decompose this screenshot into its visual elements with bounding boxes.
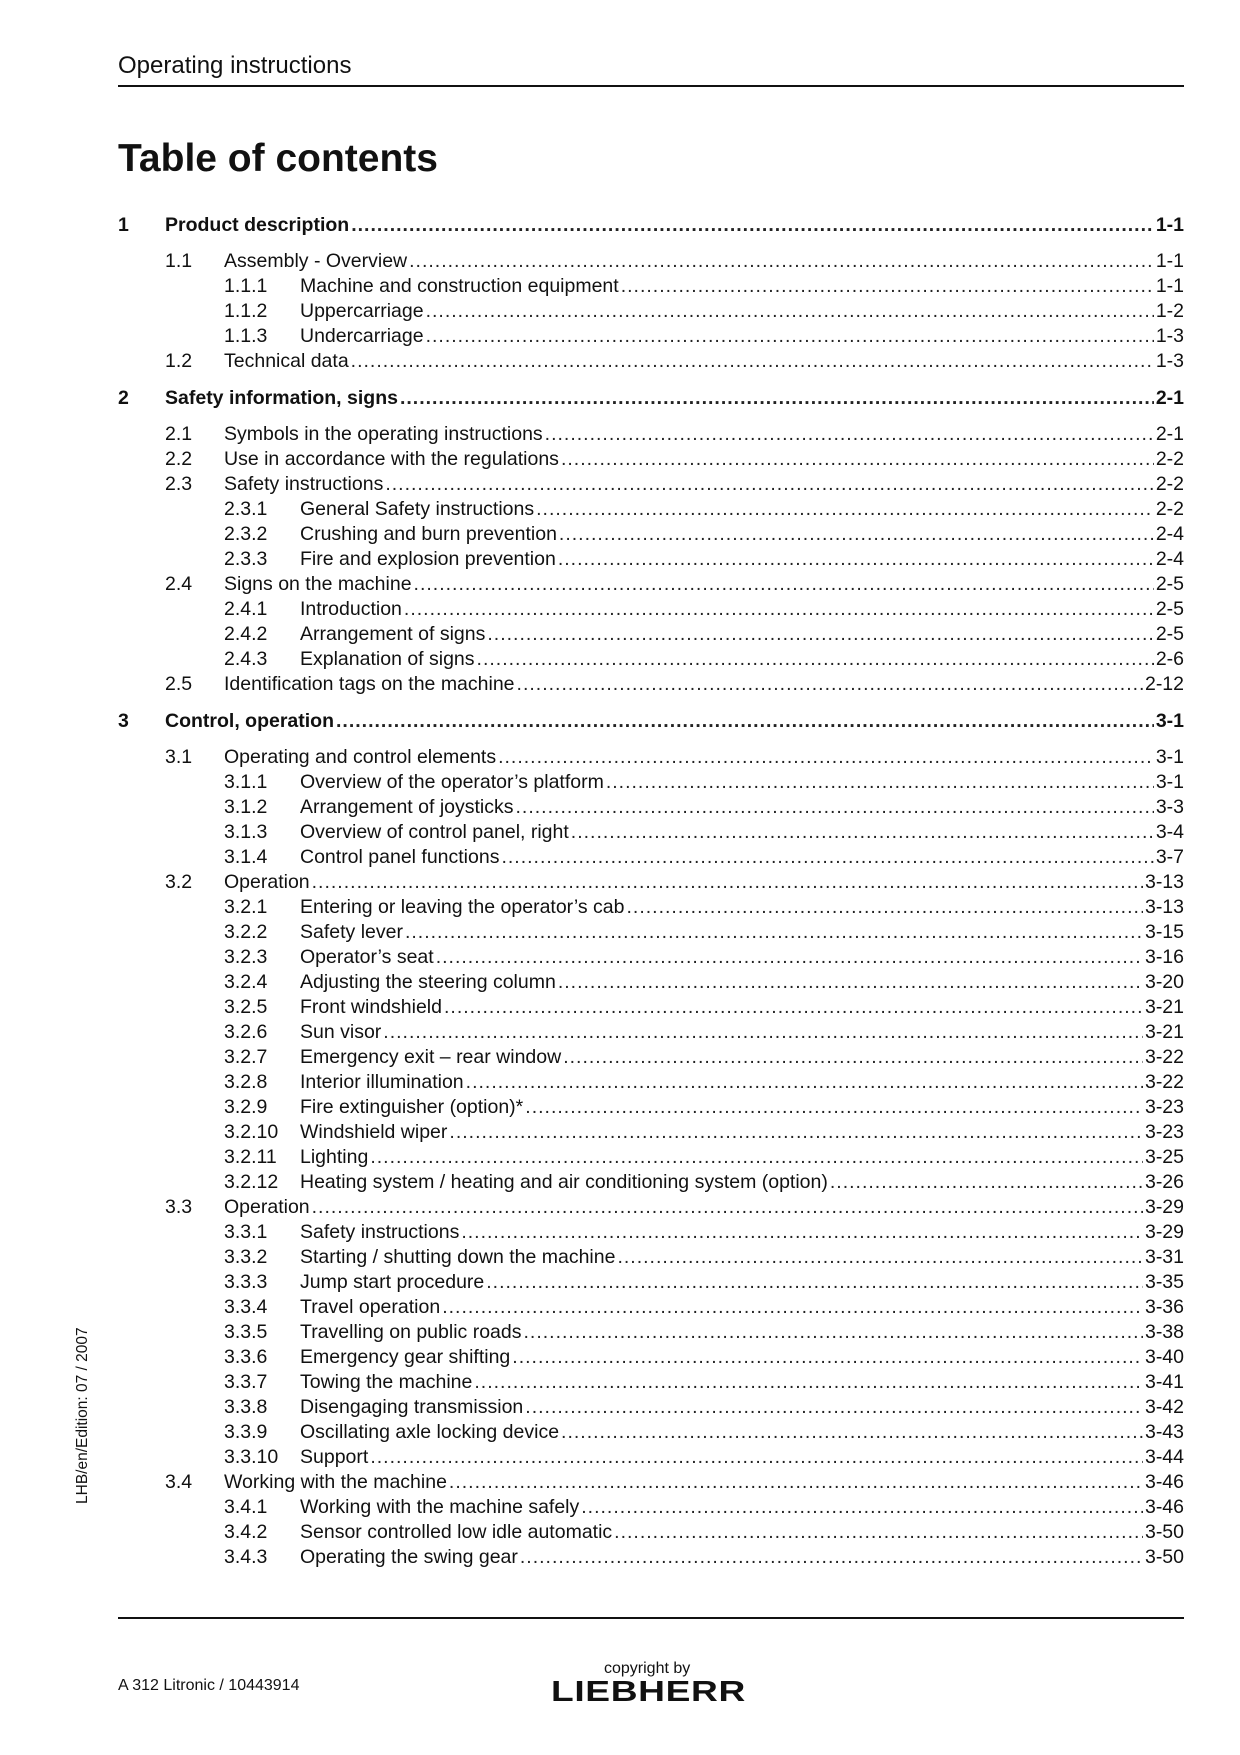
toc-entry-page: 1-1 bbox=[1155, 275, 1184, 297]
toc-dot-leader bbox=[516, 795, 1154, 820]
toc-entry-number: 3.2.5 bbox=[224, 996, 268, 1018]
toc-entry-title: Fire and explosion prevention bbox=[300, 548, 556, 570]
toc-entry-level-3[interactable] bbox=[118, 1170, 1184, 1195]
toc-entry-level-3[interactable] bbox=[118, 845, 1184, 870]
toc-dot-leader bbox=[830, 1170, 1143, 1195]
toc-entry-number: 2.3.2 bbox=[224, 523, 268, 545]
toc-entry-title: Product description bbox=[165, 214, 350, 236]
toc-entry-title: Undercarriage bbox=[300, 325, 424, 347]
toc-entry-title: Emergency exit – rear window bbox=[300, 1046, 562, 1068]
toc-entry-title: Interior illumination bbox=[300, 1071, 464, 1093]
toc-entry-page: 2-2 bbox=[1155, 498, 1184, 520]
toc-dot-leader bbox=[426, 299, 1154, 324]
toc-entry-title: Overview of control panel, right bbox=[300, 821, 569, 843]
toc-entry-title: Symbols in the operating instructions bbox=[224, 423, 543, 445]
toc-entry-number: 1.2 bbox=[165, 350, 193, 372]
toc-entry-page: 3-44 bbox=[1144, 1446, 1184, 1468]
toc-dot-leader bbox=[444, 995, 1143, 1020]
toc-entry-title: Use in accordance with the regulations bbox=[224, 448, 559, 470]
toc-entry-page: 3-1 bbox=[1155, 746, 1184, 768]
toc-entry-number: 3.2.12 bbox=[224, 1171, 279, 1193]
toc-dot-leader bbox=[523, 1320, 1142, 1345]
toc-dot-leader bbox=[498, 745, 1154, 770]
toc-entry-number: 3.4 bbox=[165, 1471, 193, 1493]
toc-dot-leader bbox=[426, 324, 1154, 349]
toc-entry-page: 3-41 bbox=[1144, 1371, 1184, 1393]
toc-dot-leader bbox=[559, 522, 1154, 547]
toc-entry-page: 3-38 bbox=[1144, 1321, 1184, 1343]
toc-entry-level-1[interactable] bbox=[118, 386, 1184, 411]
toc-entry-number: 2.1 bbox=[165, 423, 193, 445]
toc-entry-title: Operator’s seat bbox=[300, 946, 434, 968]
toc-entry-page: 2-5 bbox=[1155, 623, 1184, 645]
toc-entry-title: Travel operation bbox=[300, 1296, 441, 1318]
toc-entry-title: Safety information, signs bbox=[165, 387, 398, 409]
toc-dot-leader bbox=[520, 1545, 1143, 1570]
toc-entry-page: 3-25 bbox=[1144, 1146, 1184, 1168]
toc-entry-level-3[interactable] bbox=[118, 1095, 1184, 1120]
toc-entry-level-3[interactable] bbox=[118, 1245, 1184, 1270]
toc-entry-title: Heating system / heating and air conditioning system (option) bbox=[300, 1171, 828, 1193]
toc-entry-level-3[interactable] bbox=[118, 547, 1184, 572]
toc-entry-level-3[interactable] bbox=[118, 1520, 1184, 1545]
toc-dot-leader bbox=[621, 274, 1154, 299]
toc-dot-leader bbox=[536, 497, 1154, 522]
toc-entry-page: 3-26 bbox=[1144, 1171, 1184, 1193]
toc-entry-number: 2.4 bbox=[165, 573, 193, 595]
toc-entry-number: 3.2.3 bbox=[224, 946, 268, 968]
toc-entry-title: Starting / shutting down the machine bbox=[300, 1246, 616, 1268]
toc-dot-leader bbox=[617, 1245, 1143, 1270]
toc-entry-level-2[interactable] bbox=[118, 349, 1184, 374]
toc-entry-title: Sun visor bbox=[300, 1021, 382, 1043]
toc-entry-level-3[interactable] bbox=[118, 1295, 1184, 1320]
toc-entry-number: 2.4.1 bbox=[224, 598, 268, 620]
toc-entry-title: Safety lever bbox=[300, 921, 403, 943]
toc-entry-level-2[interactable] bbox=[118, 572, 1184, 597]
toc-entry-level-3[interactable] bbox=[118, 1445, 1184, 1470]
toc-entry-number: 3.3.7 bbox=[224, 1371, 268, 1393]
toc-entry-title: Uppercarriage bbox=[300, 300, 424, 322]
toc-entry-level-2[interactable] bbox=[118, 447, 1184, 472]
toc-entry-level-3[interactable] bbox=[118, 1145, 1184, 1170]
toc-entry-level-1[interactable] bbox=[118, 709, 1184, 734]
toc-entry-title: Safety instructions bbox=[300, 1221, 460, 1243]
toc-entry-level-3[interactable] bbox=[118, 522, 1184, 547]
toc-entry-title: Disengaging transmission bbox=[300, 1396, 524, 1418]
toc-entry-page: 1-1 bbox=[1155, 214, 1184, 236]
toc-entry-number: 3.3.9 bbox=[224, 1421, 268, 1443]
toc-dot-leader bbox=[336, 709, 1154, 734]
toc-dot-leader bbox=[449, 1120, 1143, 1145]
toc-entry-title: Emergency gear shifting bbox=[300, 1346, 511, 1368]
toc-entry-number: 2.3 bbox=[165, 473, 193, 495]
toc-entry-number: 3.1.4 bbox=[224, 846, 268, 868]
toc-entry-level-1[interactable] bbox=[118, 213, 1184, 238]
toc-entry-page: 3-29 bbox=[1144, 1221, 1184, 1243]
toc-entry-level-3[interactable] bbox=[118, 1270, 1184, 1295]
toc-dot-leader bbox=[405, 920, 1143, 945]
toc-entry-level-2[interactable] bbox=[118, 672, 1184, 697]
toc-entry-level-3[interactable] bbox=[118, 1545, 1184, 1570]
toc-dot-leader bbox=[561, 447, 1154, 472]
toc-entry-page: 2-1 bbox=[1155, 423, 1184, 445]
toc-entry-page: 3-21 bbox=[1144, 996, 1184, 1018]
toc-entry-page: 2-2 bbox=[1155, 448, 1184, 470]
toc-dot-leader bbox=[351, 213, 1154, 238]
toc-entry-page: 3-7 bbox=[1155, 846, 1184, 868]
toc-entry-number: 3.3.6 bbox=[224, 1346, 268, 1368]
toc-entry-number: 3.3 bbox=[165, 1196, 193, 1218]
toc-entry-number: 3.2.11 bbox=[224, 1146, 277, 1168]
toc-entry-title: Lighting bbox=[300, 1146, 369, 1168]
toc-entry-title: Front windshield bbox=[300, 996, 442, 1018]
toc-entry-level-3[interactable] bbox=[118, 274, 1184, 299]
toc-entry-number: 3.4.3 bbox=[224, 1546, 268, 1568]
toc-entry-number: 3.2.1 bbox=[224, 896, 268, 918]
toc-entry-number: 3.1.3 bbox=[224, 821, 268, 843]
edition-side-label: LHB/en/Edition: 07 / 2007 bbox=[74, 1327, 91, 1504]
toc-entry-title: Crushing and burn prevention bbox=[300, 523, 557, 545]
toc-dot-leader bbox=[626, 895, 1142, 920]
toc-entry-level-2[interactable] bbox=[118, 745, 1184, 770]
copyright-label: copyright by bbox=[604, 1660, 691, 1677]
toc-dot-leader bbox=[517, 672, 1143, 697]
toc-dot-leader bbox=[614, 1520, 1143, 1545]
toc-entry-page: 3-46 bbox=[1144, 1471, 1184, 1493]
toc-entry-page: 3-4 bbox=[1155, 821, 1184, 843]
toc-entry-level-3[interactable] bbox=[118, 1395, 1184, 1420]
toc-entry-level-3[interactable] bbox=[118, 647, 1184, 672]
toc-entry-page: 3-3 bbox=[1155, 796, 1184, 818]
toc-dot-leader bbox=[383, 1020, 1143, 1045]
toc-entry-title: Fire extinguisher (option)* bbox=[300, 1096, 524, 1118]
toc-entry-page: 2-5 bbox=[1155, 573, 1184, 595]
toc-entry-level-3[interactable] bbox=[118, 970, 1184, 995]
toc-entry-number: 3.1 bbox=[165, 746, 193, 768]
toc-entry-level-3[interactable] bbox=[118, 299, 1184, 324]
toc-entry-page: 1-3 bbox=[1155, 350, 1184, 372]
toc-dot-leader bbox=[414, 572, 1154, 597]
toc-dot-leader bbox=[466, 1070, 1143, 1095]
toc-entry-number: 3 bbox=[118, 710, 129, 732]
toc-entry-number: 1.1.1 bbox=[224, 275, 268, 297]
toc-entry-title: Arrangement of signs bbox=[300, 623, 486, 645]
toc-entry-number: 3.3.1 bbox=[224, 1221, 268, 1243]
toc-entry-title: Working with the machine bbox=[224, 1471, 447, 1493]
toc-entry-level-2[interactable] bbox=[118, 472, 1184, 497]
toc-entry-title: Working with the machine safely bbox=[300, 1496, 580, 1518]
toc-dot-leader bbox=[474, 1370, 1143, 1395]
toc-entry-level-2[interactable] bbox=[118, 1470, 1184, 1495]
toc-dot-leader bbox=[581, 1495, 1143, 1520]
toc-entry-title: Operating the swing gear bbox=[300, 1546, 518, 1568]
toc-entry-page: 2-5 bbox=[1155, 598, 1184, 620]
toc-entry-page: 3-36 bbox=[1144, 1296, 1184, 1318]
toc-entry-title: Identification tags on the machine bbox=[224, 673, 515, 695]
toc-entry-title: Technical data bbox=[224, 350, 349, 372]
toc-entry-level-2[interactable] bbox=[118, 249, 1184, 274]
toc-entry-page: 3-40 bbox=[1144, 1346, 1184, 1368]
toc-entry-title: Sensor controlled low idle automatic bbox=[300, 1521, 613, 1543]
toc-entry-page: 3-20 bbox=[1144, 971, 1184, 993]
toc-entry-title: Jump start procedure bbox=[300, 1271, 485, 1293]
toc-entry-title: Introduction bbox=[300, 598, 402, 620]
toc-entry-page: 1-3 bbox=[1155, 325, 1184, 347]
toc-dot-leader bbox=[558, 970, 1143, 995]
toc-entry-title: Adjusting the steering column bbox=[300, 971, 556, 993]
toc-dot-leader bbox=[312, 870, 1143, 895]
toc-dot-leader bbox=[486, 1270, 1143, 1295]
toc-entry-title: Safety instructions bbox=[224, 473, 384, 495]
toc-entry-title: Towing the machine bbox=[300, 1371, 473, 1393]
toc-entry-number: 2.4.3 bbox=[224, 648, 268, 670]
toc-entry-page: 3-50 bbox=[1144, 1521, 1184, 1543]
toc-entry-number: 3.4.1 bbox=[224, 1496, 268, 1518]
toc-dot-leader bbox=[525, 1395, 1143, 1420]
toc-entry-title: Oscillating axle locking device bbox=[300, 1421, 560, 1443]
liebherr-logo-mark bbox=[550, 1678, 747, 1704]
toc-entry-page: 1-1 bbox=[1155, 250, 1184, 272]
toc-entry-title: Operation bbox=[224, 1196, 310, 1218]
toc-dot-leader bbox=[571, 820, 1154, 845]
toc-entry-page: 2-4 bbox=[1155, 523, 1184, 545]
toc-entry-level-3[interactable] bbox=[118, 1495, 1184, 1520]
toc-dot-leader bbox=[487, 622, 1153, 647]
toc-entry-title: Control panel functions bbox=[300, 846, 500, 868]
toc-entry-page: 3-22 bbox=[1144, 1071, 1184, 1093]
toc-dot-leader bbox=[385, 472, 1153, 497]
liebherr-logo bbox=[550, 1678, 747, 1704]
toc-dot-leader bbox=[477, 647, 1154, 672]
toc-entry-number: 3.1.2 bbox=[224, 796, 268, 818]
toc-dot-leader bbox=[563, 1045, 1143, 1070]
toc-dot-leader bbox=[558, 547, 1154, 572]
toc-entry-level-3[interactable] bbox=[118, 945, 1184, 970]
toc-dot-leader bbox=[436, 945, 1143, 970]
toc-dot-leader bbox=[561, 1420, 1143, 1445]
toc-entry-level-3[interactable] bbox=[118, 497, 1184, 522]
document-id: A 312 Litronic / 10443914 bbox=[118, 1677, 300, 1694]
toc-dot-leader bbox=[404, 597, 1154, 622]
toc-entry-page: 3-21 bbox=[1144, 1021, 1184, 1043]
toc-entry-page: 3-42 bbox=[1144, 1396, 1184, 1418]
toc-entry-page: 3-23 bbox=[1144, 1096, 1184, 1118]
toc-entry-number: 3.3.5 bbox=[224, 1321, 268, 1343]
toc-entry-level-3[interactable] bbox=[118, 1020, 1184, 1045]
toc-dot-leader bbox=[545, 422, 1154, 447]
toc-entry-level-3[interactable] bbox=[118, 1320, 1184, 1345]
toc-entry-number: 3.2.2 bbox=[224, 921, 268, 943]
toc-entry-number: 3.4.2 bbox=[224, 1521, 268, 1543]
toc-entry-page: 3-22 bbox=[1144, 1046, 1184, 1068]
header-divider bbox=[118, 85, 1184, 87]
toc-entry-page: 3-50 bbox=[1144, 1546, 1184, 1568]
toc-entry-page: 2-12 bbox=[1144, 673, 1184, 695]
toc-entry-title: Operating and control elements bbox=[224, 746, 497, 768]
toc-entry-title: Support bbox=[300, 1446, 369, 1468]
toc-dot-leader bbox=[400, 386, 1154, 411]
toc-entry-number: 1 bbox=[118, 214, 129, 236]
toc-entry-number: 1.1.3 bbox=[224, 325, 268, 347]
table-of-contents bbox=[118, 213, 1184, 1570]
toc-entry-level-3[interactable] bbox=[118, 324, 1184, 349]
toc-entry-level-3[interactable] bbox=[118, 770, 1184, 795]
toc-entry-page: 2-1 bbox=[1155, 387, 1184, 409]
toc-dot-leader bbox=[312, 1195, 1143, 1220]
toc-entry-level-3[interactable] bbox=[118, 1120, 1184, 1145]
toc-entry-level-3[interactable] bbox=[118, 1420, 1184, 1445]
toc-entry-number: 3.2 bbox=[165, 871, 193, 893]
toc-entry-level-3[interactable] bbox=[118, 597, 1184, 622]
toc-dot-leader bbox=[525, 1095, 1143, 1120]
toc-entry-number: 3.3.4 bbox=[224, 1296, 268, 1318]
toc-entry-page: 3-43 bbox=[1144, 1421, 1184, 1443]
toc-dot-leader bbox=[501, 845, 1153, 870]
toc-entry-level-3[interactable] bbox=[118, 1345, 1184, 1370]
toc-entry-number: 3.2.8 bbox=[224, 1071, 268, 1093]
toc-entry-number: 2 bbox=[118, 387, 129, 409]
toc-entry-title: Operation bbox=[224, 871, 310, 893]
toc-dot-leader bbox=[409, 249, 1154, 274]
toc-dot-leader bbox=[449, 1470, 1143, 1495]
toc-entry-level-3[interactable] bbox=[118, 1045, 1184, 1070]
toc-entry-page: 2-2 bbox=[1155, 473, 1184, 495]
toc-entry-title: Explanation of signs bbox=[300, 648, 475, 670]
toc-entry-page: 3-23 bbox=[1144, 1121, 1184, 1143]
toc-entry-title: Windshield wiper bbox=[300, 1121, 448, 1143]
toc-entry-title: Signs on the machine bbox=[224, 573, 412, 595]
toc-entry-number: 2.4.2 bbox=[224, 623, 268, 645]
document-header-title: Operating instructions bbox=[118, 52, 352, 79]
toc-entry-number: 1.1 bbox=[165, 250, 193, 272]
toc-entry-number: 1.1.2 bbox=[224, 300, 268, 322]
page-title: Table of contents bbox=[118, 137, 438, 180]
toc-entry-level-3[interactable] bbox=[118, 1070, 1184, 1095]
toc-dot-leader bbox=[370, 1445, 1143, 1470]
toc-entry-title: Assembly - Overview bbox=[224, 250, 408, 272]
toc-dot-leader bbox=[370, 1145, 1143, 1170]
toc-entry-level-3[interactable] bbox=[118, 920, 1184, 945]
toc-dot-leader bbox=[461, 1220, 1143, 1245]
toc-entry-title: Entering or leaving the operator’s cab bbox=[300, 896, 625, 918]
toc-entry-number: 3.2.10 bbox=[224, 1121, 279, 1143]
footer-divider bbox=[118, 1617, 1184, 1619]
toc-entry-number: 2.3.1 bbox=[224, 498, 268, 520]
toc-entry-page: 3-29 bbox=[1144, 1196, 1184, 1218]
toc-entry-page: 3-13 bbox=[1144, 871, 1184, 893]
toc-entry-level-3[interactable] bbox=[118, 895, 1184, 920]
toc-entry-page: 3-35 bbox=[1144, 1271, 1184, 1293]
toc-entry-number: 3.3.3 bbox=[224, 1271, 268, 1293]
toc-entry-number: 3.2.7 bbox=[224, 1046, 268, 1068]
toc-entry-page: 3-1 bbox=[1155, 710, 1184, 732]
toc-entry-level-2[interactable] bbox=[118, 870, 1184, 895]
toc-entry-number: 3.3.2 bbox=[224, 1246, 268, 1268]
toc-entry-level-3[interactable] bbox=[118, 1370, 1184, 1395]
toc-entry-level-2[interactable] bbox=[118, 422, 1184, 447]
toc-entry-page: 1-2 bbox=[1155, 300, 1184, 322]
toc-dot-leader bbox=[606, 770, 1154, 795]
toc-entry-page: 3-31 bbox=[1144, 1246, 1184, 1268]
toc-entry-number: 3.2.4 bbox=[224, 971, 268, 993]
toc-entry-page: 3-46 bbox=[1144, 1496, 1184, 1518]
toc-entry-number: 3.3.8 bbox=[224, 1396, 268, 1418]
toc-entry-level-3[interactable] bbox=[118, 622, 1184, 647]
toc-entry-number: 2.2 bbox=[165, 448, 193, 470]
toc-entry-title: Arrangement of joysticks bbox=[300, 796, 514, 818]
toc-entry-title: Machine and construction equipment bbox=[300, 275, 619, 297]
toc-dot-leader bbox=[351, 349, 1154, 374]
toc-entry-page: 3-1 bbox=[1155, 771, 1184, 793]
toc-entry-number: 3.3.10 bbox=[224, 1446, 279, 1468]
toc-entry-level-3[interactable] bbox=[118, 1220, 1184, 1245]
logo-lettering: LIEBHERR bbox=[551, 1678, 746, 1704]
toc-entry-title: Travelling on public roads bbox=[300, 1321, 522, 1343]
toc-entry-title: Overview of the operator’s platform bbox=[300, 771, 604, 793]
toc-dot-leader bbox=[442, 1295, 1143, 1320]
toc-entry-page: 2-4 bbox=[1155, 548, 1184, 570]
toc-entry-level-3[interactable] bbox=[118, 820, 1184, 845]
toc-entry-level-2[interactable] bbox=[118, 1195, 1184, 1220]
toc-entry-page: 2-6 bbox=[1155, 648, 1184, 670]
toc-entry-title: Control, operation bbox=[165, 710, 334, 732]
toc-entry-level-3[interactable] bbox=[118, 795, 1184, 820]
toc-entry-title: General Safety instructions bbox=[300, 498, 535, 520]
toc-entry-number: 3.2.6 bbox=[224, 1021, 268, 1043]
toc-entry-page: 3-13 bbox=[1144, 896, 1184, 918]
toc-entry-page: 3-16 bbox=[1144, 946, 1184, 968]
toc-entry-number: 3.2.9 bbox=[224, 1096, 268, 1118]
toc-entry-page: 3-15 bbox=[1144, 921, 1184, 943]
toc-entry-number: 2.5 bbox=[165, 673, 193, 695]
toc-entry-number: 3.1.1 bbox=[224, 771, 268, 793]
toc-entry-number: 2.3.3 bbox=[224, 548, 268, 570]
toc-dot-leader bbox=[512, 1345, 1143, 1370]
toc-entry-level-3[interactable] bbox=[118, 995, 1184, 1020]
